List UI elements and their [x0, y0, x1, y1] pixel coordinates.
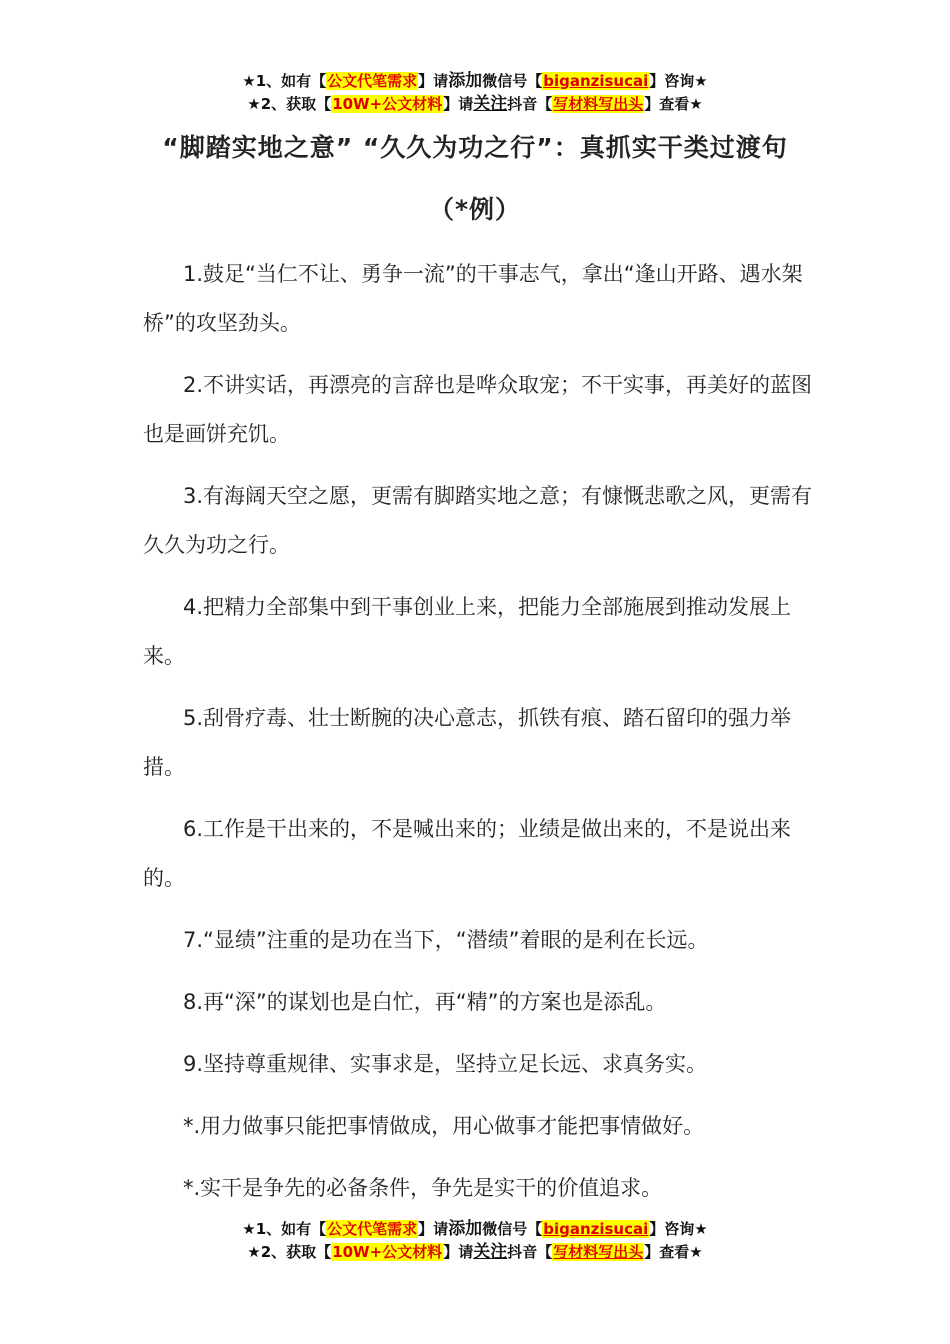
promo-emphasis: 关注	[473, 1242, 508, 1262]
list-item: 9.坚持尊重规律、实事求是，坚持立足长远、求真务实。	[183, 1052, 708, 1076]
list-item: 7.“显绩”注重的是功在当下，“潜绩”着眼的是利在长远。	[183, 928, 709, 952]
wechat-id-link[interactable]: biganzisucai	[543, 72, 649, 90]
promo-line-1	[0, 1218, 950, 1241]
page-title: “脚踏实地之意” “久久为功之行”：真抓实干类过渡句	[162, 133, 788, 162]
promo-text: 微信号【	[482, 1220, 543, 1238]
list-item: *.实干是争先的必备条件，争先是实干的价值追求。	[183, 1176, 663, 1200]
promo-text: ★2、获取【	[247, 95, 332, 113]
promo-emphasis: 添加	[448, 71, 483, 91]
promo-emphasis: 关注	[473, 94, 508, 114]
promo-text: 】请	[443, 1243, 474, 1261]
promo-highlight: 10W+公文材料	[332, 95, 443, 113]
list-item: 4.把精力全部集中到干事创业上来，把能力全部施展到推动发展上来。	[143, 595, 792, 668]
promo-banner-top	[0, 70, 950, 116]
douyin-account-link[interactable]: 写材料写出头	[553, 95, 644, 113]
promo-line-2	[0, 93, 950, 116]
wechat-id-link[interactable]: biganzisucai	[543, 1220, 649, 1238]
douyin-account-link[interactable]: 写材料写出头	[553, 1243, 644, 1261]
list-item: 2.不讲实话，再漂亮的言辞也是哗众取宠；不干实事，再美好的蓝图也是画饼充饥。	[143, 373, 813, 446]
page-subtitle: （*例）	[428, 195, 522, 224]
promo-text: 】查看★	[644, 95, 703, 113]
promo-highlight: 公文代笔需求	[327, 1220, 418, 1238]
list-item: 6.工作是干出来的，不是喊出来的；业绩是做出来的，不是说出来的。	[143, 817, 792, 890]
list-item: 5.刮骨疗毒、壮士断腕的决心意志，抓铁有痕、踏石留印的强力举措。	[143, 706, 792, 779]
promo-text: 】咨询★	[649, 72, 708, 90]
list-item: 8.再“深”的谋划也是白忙，再“精”的方案也是添乱。	[183, 990, 667, 1014]
promo-text: ★1、如有【	[242, 72, 327, 90]
promo-highlight: 公文代笔需求	[327, 72, 418, 90]
promo-text: 抖音【	[507, 95, 553, 113]
promo-text: 】请	[443, 95, 474, 113]
promo-text: ★1、如有【	[242, 1220, 327, 1238]
promo-text: 】请	[418, 72, 449, 90]
promo-text: 抖音【	[507, 1243, 553, 1261]
promo-line-2	[0, 1241, 950, 1264]
list-item: 1.鼓足“当仁不让、勇争一流”的干事志气，拿出“逢山开路、遇水架桥”的攻坚劲头。	[143, 262, 803, 335]
sentence-list	[143, 250, 823, 1226]
promo-text: 】查看★	[644, 1243, 703, 1261]
promo-text: ★2、获取【	[247, 1243, 332, 1261]
promo-emphasis: 添加	[448, 1219, 483, 1239]
promo-banner-bottom	[0, 1218, 950, 1264]
promo-line-1	[0, 70, 950, 93]
promo-text: 】咨询★	[649, 1220, 708, 1238]
promo-text: 】请	[418, 1220, 449, 1238]
list-item: *.用力做事只能把事情做成，用心做事才能把事情做好。	[183, 1114, 705, 1138]
promo-text: 微信号【	[482, 72, 543, 90]
promo-highlight: 10W+公文材料	[332, 1243, 443, 1261]
list-item: 3.有海阔天空之愿，更需有脚踏实地之意；有慷慨悲歌之风，更需有久久为功之行。	[143, 484, 813, 557]
